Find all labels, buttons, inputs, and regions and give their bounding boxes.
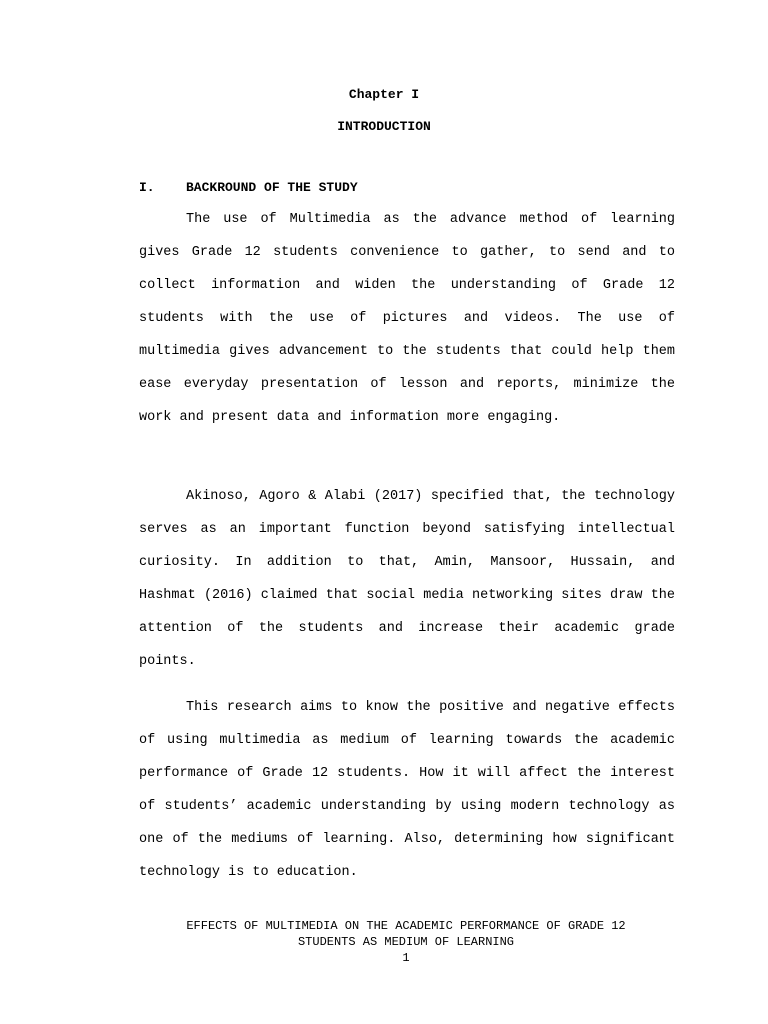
section-title: BACKROUND OF THE STUDY — [186, 180, 358, 195]
footer-title-line-1: EFFECTS OF MULTIMEDIA ON THE ACADEMIC PERFORMANCE OF GRADE 12 — [186, 919, 626, 933]
section-heading — [139, 180, 358, 195]
page-number: 1 — [402, 951, 410, 965]
page-footer — [0, 918, 768, 966]
section-number: I. — [139, 180, 155, 195]
body-paragraph-2: Akinoso, Agoro & Alabi (2017) specified that, the technology serves as an important function beyond satisfying intellectual curiosity. In addition to that, Amin, Mansoor, Hussain, and Hashmat (2016) claimed that social media networking sites draw the attention of the students and increase their academic grade points. — [139, 489, 675, 669]
body-paragraph-1: The use of Multimedia as the advance method of learning gives Grade 12 students convenience to gather, to send and to collect information and widen the understanding of Grade 12 students with the use of pictures and videos. The use of multimedia gives advancement to the students that could help them ease everyday presentation of lesson and reports, minimize the work and present data and information more engaging. — [139, 212, 675, 425]
body-paragraph-3: This research aims to know the positive and negative effects of using multimedia as medium of learning towards the academic performance of Grade 12 students. How it will affect the interest of students’ academic understanding by using modern technology as one of the mediums of learning. Also, determining how significant technology is to education. — [139, 700, 675, 880]
chapter-title: INTRODUCTION — [337, 119, 431, 134]
footer-title-line-2: STUDENTS AS MEDIUM OF LEARNING — [297, 935, 515, 949]
chapter-label: Chapter I — [348, 87, 420, 102]
